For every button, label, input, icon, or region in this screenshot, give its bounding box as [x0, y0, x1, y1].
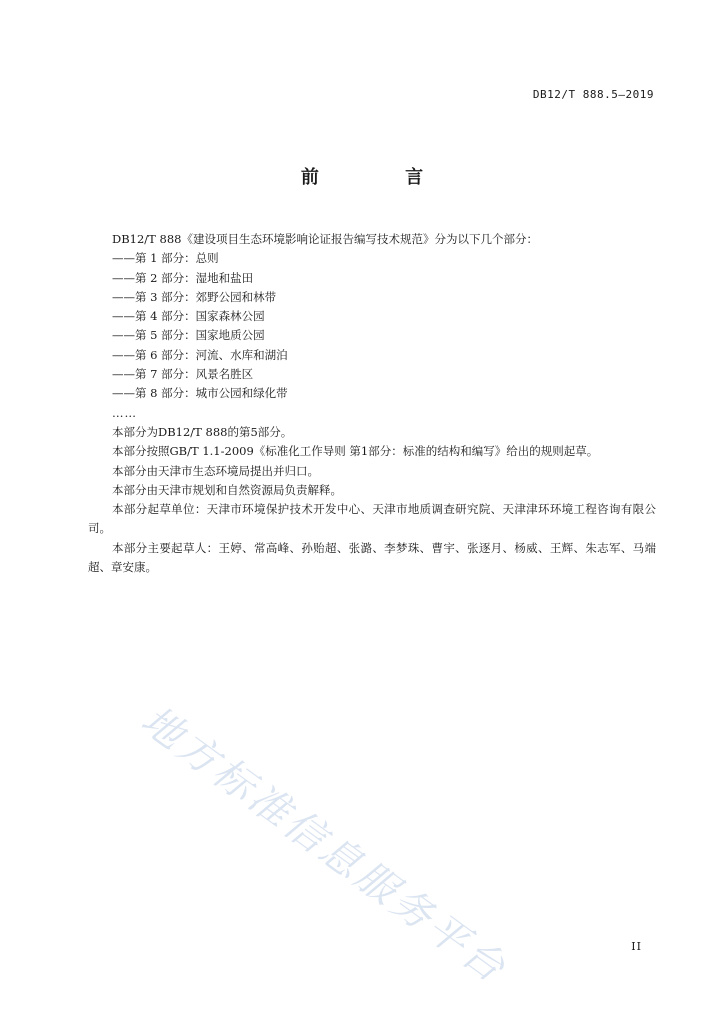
- part-list: [88, 249, 656, 403]
- foreword-content: [88, 230, 656, 577]
- statement-interpreter: 本部分由天津市规划和自然资源局负责解释。: [112, 482, 342, 497]
- part-item: ——第 4 部分：国家森林公园: [112, 309, 265, 324]
- ellipsis: ……: [112, 405, 137, 420]
- watermark: 地方标准信息服务平台: [132, 697, 516, 994]
- part-item: ——第 6 部分：河流、水库和湖泊: [112, 347, 288, 362]
- part-item: ——第 3 部分：郊野公园和林带: [112, 289, 277, 304]
- statement-proposer: 本部分由天津市生态环境局提出并归口。: [112, 463, 319, 478]
- part-item: ——第 8 部分：城市公园和绿化带: [112, 386, 288, 401]
- page-number: II: [631, 940, 642, 953]
- statement-drafting-units: 本部分起草单位：天津市环境保护技术开发中心、天津市地质调查研究院、天津津环环境工程咨询有限公司。: [88, 502, 656, 536]
- part-item: ——第 5 部分：国家地质公园: [112, 328, 265, 343]
- part-item: ——第 2 部分：湿地和盐田: [112, 270, 254, 285]
- part-item: ——第 1 部分：总则: [112, 251, 219, 266]
- standard-code: DB12/T 888.5—2019: [532, 88, 654, 101]
- part-item: ——第 7 部分：风景名胜区: [112, 367, 254, 382]
- statement-drafting-rules: 本部分按照GB/T 1.1-2009《标准化工作导则 第1部分：标准的结构和编写》给出的规则起草。: [112, 444, 599, 459]
- intro-paragraph: DB12/T 888《建设项目生态环境影响论证报告编写技术规范》分为以下几个部分：: [112, 232, 538, 246]
- statement-part-number: 本部分为DB12/T 888的第5部分。: [112, 424, 293, 439]
- statement-drafters: 本部分主要起草人：王婷、常高峰、孙贻超、张潞、李梦珠、曹宇、张逐月、杨威、王辉、朱志军、马端超、章安康。: [88, 540, 656, 575]
- page-title: 前 言: [300, 167, 464, 188]
